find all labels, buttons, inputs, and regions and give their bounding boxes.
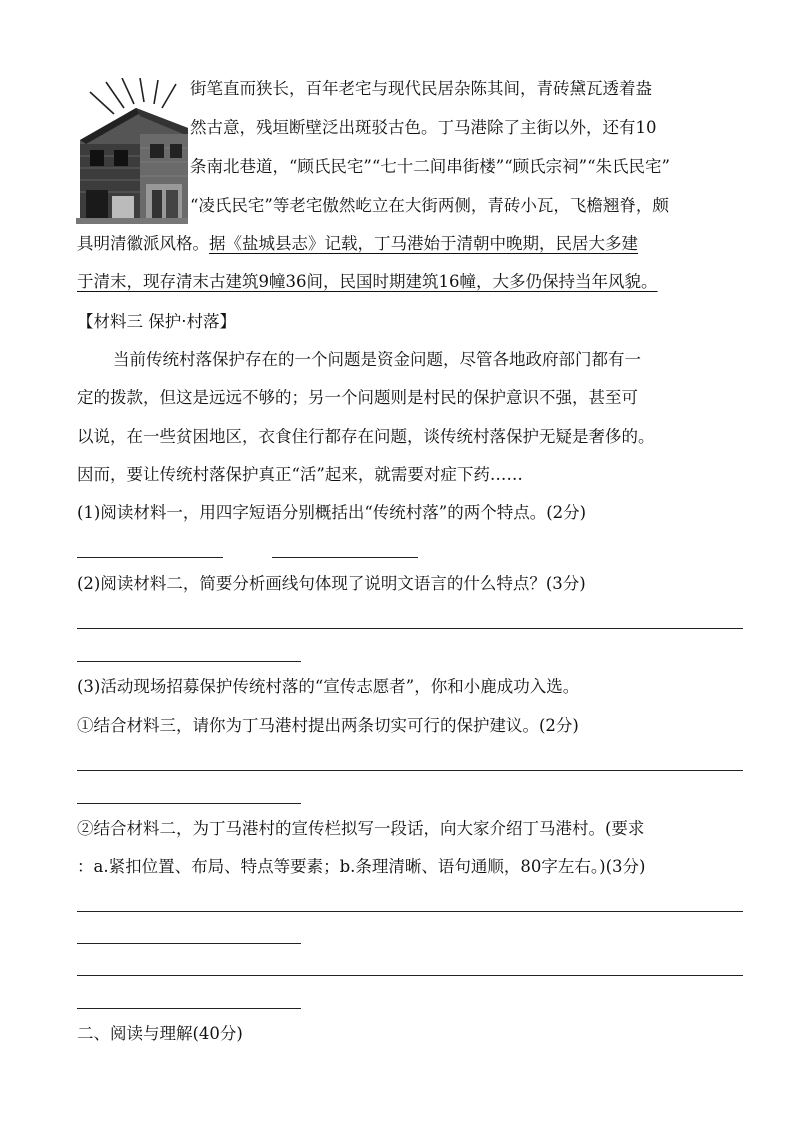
q3-2-answer-line-2[interactable] bbox=[77, 943, 301, 944]
q3-2-answer-line-4[interactable] bbox=[77, 1008, 301, 1009]
q3-2-answer-line-3[interactable] bbox=[77, 975, 743, 976]
question-1: (1)阅读材料一，用四字短语分别概括出“传统村落”的两个特点。(2分) bbox=[77, 503, 587, 522]
question-3: (3)活动现场招募保护传统村落的“宣传志愿者”，你和小鹿成功入选。 bbox=[77, 677, 580, 696]
question-3-1: ①结合材料三，请你为丁马港村提出两条切实可行的保护建议。(2分) bbox=[77, 716, 579, 735]
material-three-heading: 【材料三 保护·村落】 bbox=[77, 312, 236, 331]
old-house-illustration bbox=[76, 78, 188, 224]
material-two-line-5 bbox=[77, 234, 638, 254]
q3-2-answer-line-1[interactable] bbox=[77, 911, 743, 912]
material-two-line-4: “凌氏民宅”等老宅傲然屹立在大街两侧，青砖小瓦，飞檐翘脊，颇 bbox=[190, 196, 669, 215]
q2-answer-line-1[interactable] bbox=[77, 628, 743, 629]
material-two-line-5-plain: 具明清徽派风格。 bbox=[77, 234, 209, 253]
q3-1-answer-line-1[interactable] bbox=[77, 770, 743, 771]
underlined-sentence-part-1: 据《盐城县志》记载，丁马港始于清朝中晚期，民居大多建 bbox=[209, 234, 638, 253]
q1-answer-line-2[interactable] bbox=[272, 557, 418, 558]
material-three-line-1: 当前传统村落保护存在的一个问题是资金问题，尽管各地政府部门都有一 bbox=[113, 350, 641, 369]
material-two-line-3: 条南北巷道，“顾氏民宅”“七十二间串街楼”“顾氏宗祠”“朱氏民宅” bbox=[190, 157, 670, 176]
q1-answer-line-1[interactable] bbox=[77, 557, 223, 558]
material-three-line-4: 因而，要让传统村落保护真正“活”起来，就需要对症下药…… bbox=[77, 465, 523, 484]
q3-1-answer-line-2[interactable] bbox=[77, 803, 301, 804]
material-two-line-2: 然古意，残垣断壁泛出斑驳古色。丁马港除了主街以外，还有10 bbox=[190, 118, 657, 137]
underlined-sentence-part-2: 于清末，现存清末古建筑9幢36间，民国时期建筑16幢，大多仍保持当年风貌。 bbox=[77, 272, 658, 291]
section-two-heading: 二、阅读与理解(40分) bbox=[77, 1024, 243, 1043]
material-three-line-2: 定的拨款，但这是远远不够的；另一个问题则是村民的保护意识不强，甚至可 bbox=[77, 388, 638, 407]
question-3-2-line-2: ：a.紧扣位置、布局、特点等要素；b.条理清晰、语句通顺，80字左右。)(3分) bbox=[77, 857, 646, 876]
question-3-2-line-1: ②结合材料二，为丁马港村的宣传栏拟写一段话，向大家介绍丁马港村。(要求 bbox=[77, 819, 645, 838]
material-three-line-3: 以说，在一些贫困地区，衣食住行都存在问题，谈传统村落保护无疑是奢侈的。 bbox=[77, 427, 655, 446]
material-two-line-1: 街笔直而狭长，百年老宅与现代民居杂陈其间，青砖黛瓦透着盎 bbox=[190, 79, 652, 98]
q2-answer-line-2[interactable] bbox=[77, 661, 301, 662]
question-2: (2)阅读材料二，简要分析画线句体现了说明文语言的什么特点？(3分) bbox=[77, 574, 586, 593]
